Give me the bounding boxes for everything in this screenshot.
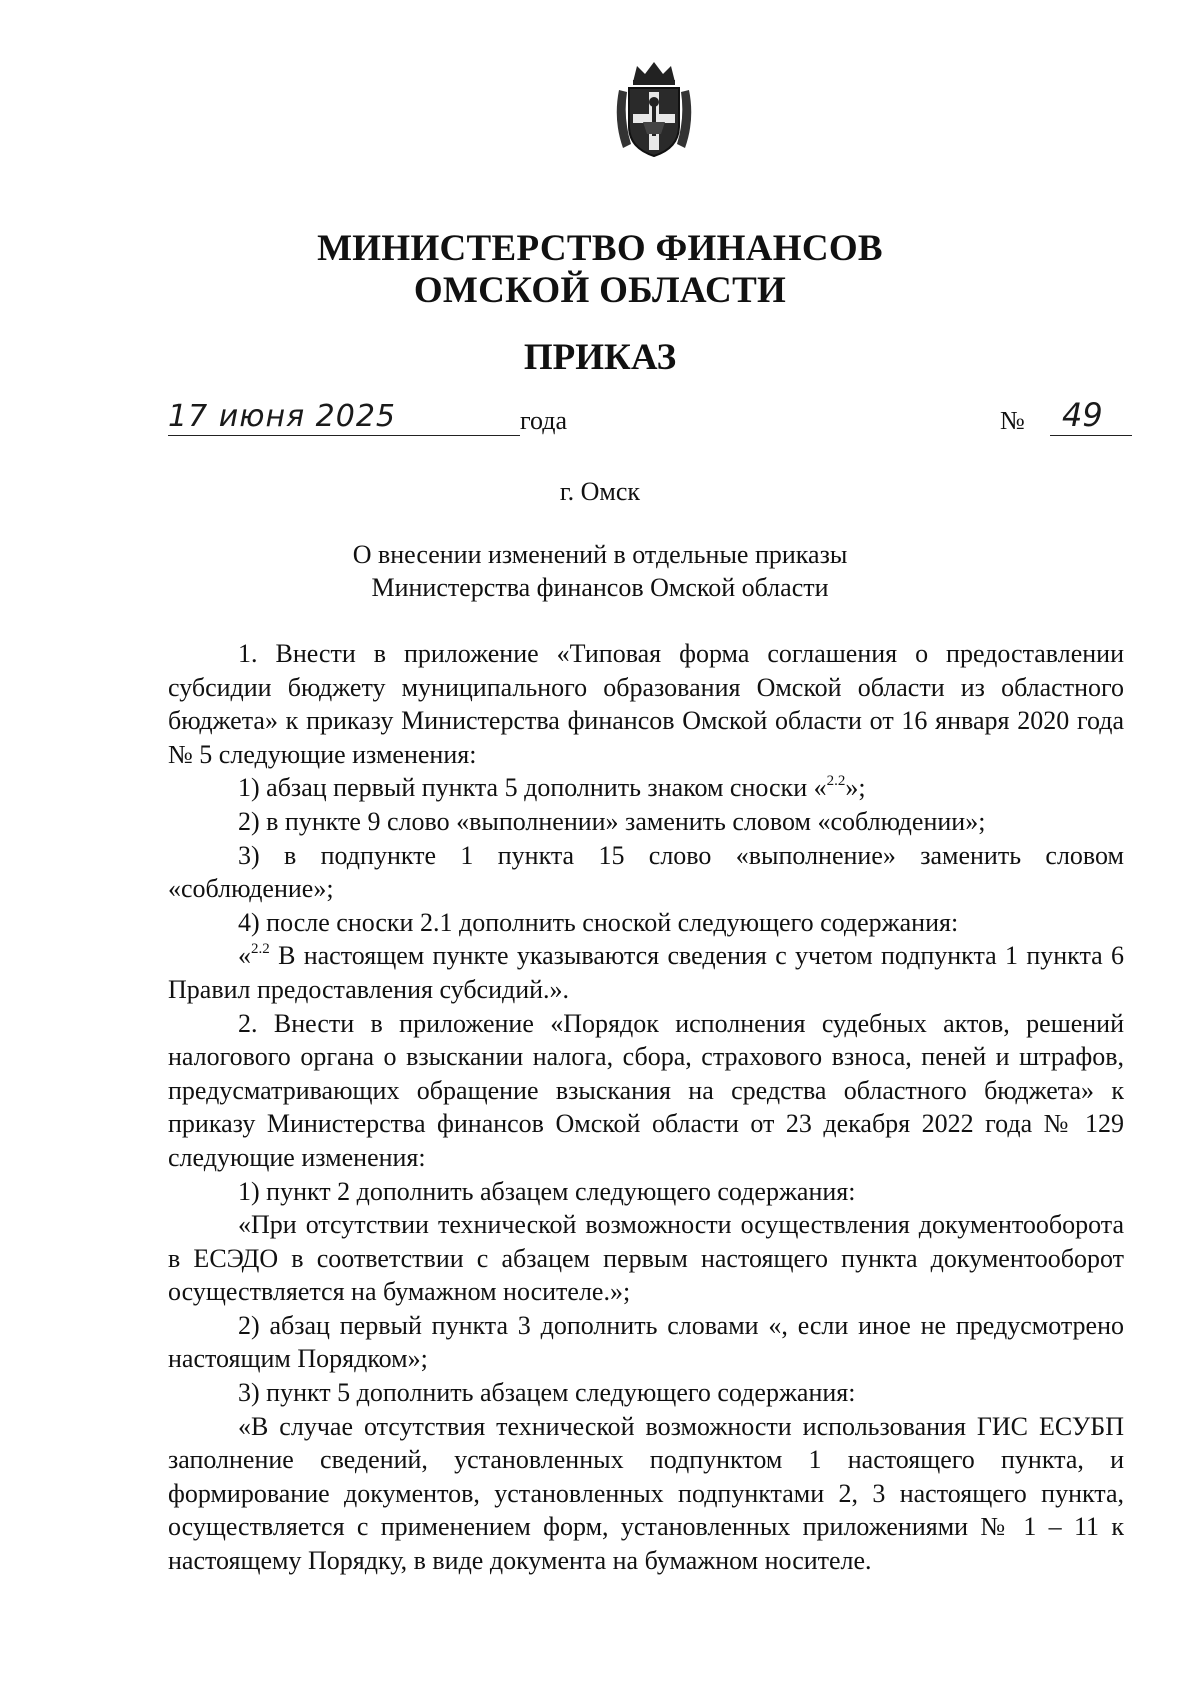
footnote-mark: 2.2: [251, 941, 270, 958]
paragraph-6: «$^{2.2}$ В настоящем пункте указываются сведения с учетом подпункта 1 пункта 6 Правил предоставления субсидий.».: [168, 941, 1124, 1004]
subject-line-2: Министерства финансов Омской области: [371, 573, 829, 602]
paragraph-11: 3) пункт 5 дополнить абзацем следующего содержания:: [238, 1378, 856, 1408]
paragraph-4: 3) в подпункте 1 пункта 15 слово «выполнение» заменить словом «соблюдение»;: [168, 840, 1124, 904]
ministry-line-2: ОМСКОЙ ОБЛАСТИ: [413, 270, 787, 311]
paragraph-5: 4) после сноски 2.1 дополнить сноской следующего содержания:: [238, 907, 959, 937]
paragraph-12: «В случае отсутствия технической возможности использования ГИС ЕСУБП заполнение сведений, установленных подпунктом 1 настоящего пункта, и формирование документов, установленных подпунктами 2, 3 настоящего пункта, осуществляется с применением форм, установленных приложениями № 1 – 11 к настоящему Порядку, в виде документа на бумажном носителе.: [168, 1411, 1124, 1576]
order-number: [1000, 396, 1140, 444]
footnote-mark: 2.2: [826, 773, 846, 790]
paragraph-2: 1) абзац первый пункта 5 дополнить знаком сноски «$^{2.2}$»;: [238, 773, 866, 803]
subject-line-1: О внесении изменений в отдельные приказы: [352, 540, 848, 569]
document-body: [168, 637, 1124, 1578]
paragraph-7: 2. Внести в приложение «Порядок исполнения судебных актов, решений налогового органа о взыскании налога, сбора, страхового взноса, пеней и штрафов, предусматривающих обращение взыскания на средства областного бюджета» к приказу Министерства финансов Омской области от 23 декабря 2022 года № 129 следующие изменения:: [168, 1008, 1124, 1172]
order-date: [168, 400, 588, 444]
paragraph-9: «При отсутствии технической возможности осуществления документооборота в ЕСЭДО в соответствии с абзацем первым настоящего пункта документооборот осуществляется на бумажном носителе.»;: [168, 1210, 1124, 1307]
date-suffix: года: [520, 406, 568, 435]
coat-of-arms-icon: [609, 60, 699, 160]
paragraph-1: 1. Внести в приложение «Типовая форма соглашения о предоставлении субсидии бюджету муниципального образования Омской области из областного бюджета» к приказу Министерства финансов Омской области от 16 января 2020 года № 5 следующие изменения:: [168, 639, 1124, 769]
city: г. Омск: [559, 477, 641, 506]
paragraph-8: 1) пункт 2 дополнить абзацем следующего содержания:: [238, 1176, 856, 1206]
ministry-name: [0, 228, 1200, 312]
date-underline: [168, 435, 520, 436]
number-underline: [1050, 435, 1132, 436]
document-type-title: ПРИКАЗ: [523, 337, 677, 378]
ministry-line-1: МИНИСТЕРСТВО ФИНАНСОВ: [317, 228, 883, 269]
order-subject: [0, 538, 1200, 604]
handwritten-number: 49: [1062, 396, 1103, 434]
handwritten-date: 17 июня 2025: [168, 399, 397, 434]
paragraph-10: 2) абзац первый пункта 3 дополнить словами «, если иное не предусмотрено настоящим Порядком»;: [168, 1310, 1124, 1374]
paragraph-3: 2) в пункте 9 слово «выполнении» заменить словом «соблюдении»;: [238, 806, 986, 836]
number-sign: №: [1000, 406, 1025, 435]
